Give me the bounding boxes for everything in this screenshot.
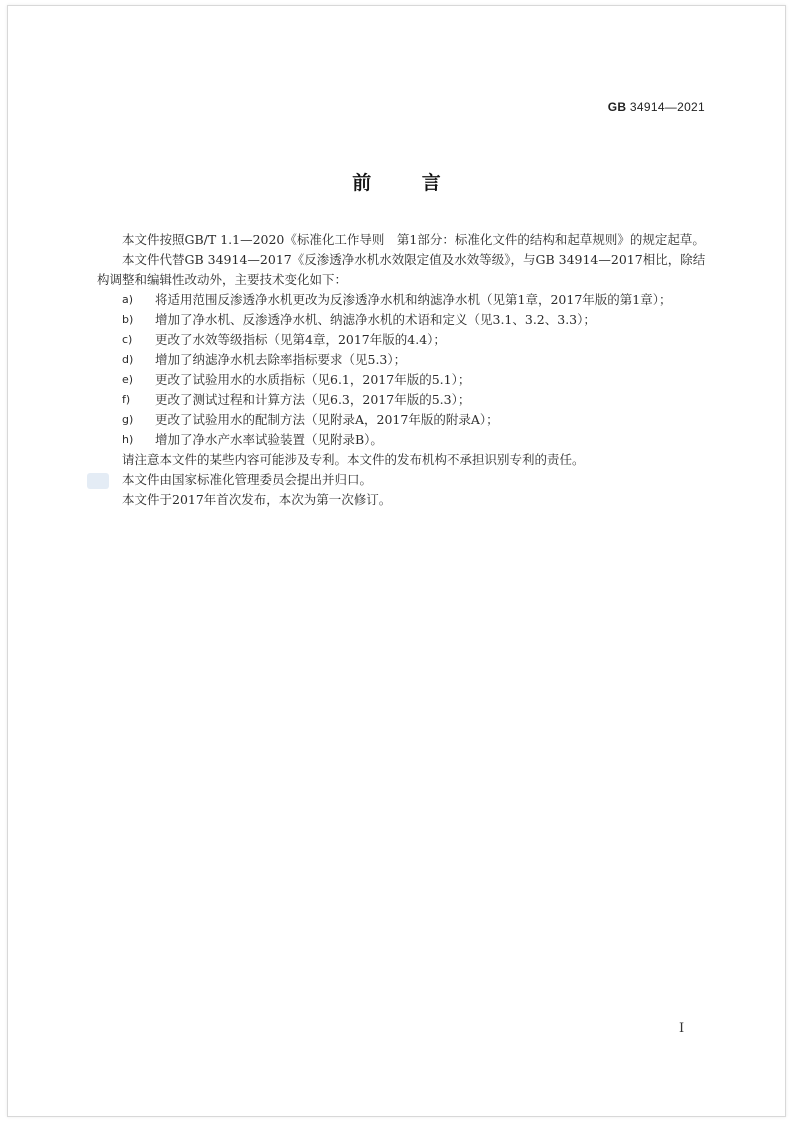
list-item-text: 更改了试验用水的配制方法（见附录A，2017年版的附录A）；	[155, 412, 499, 427]
paragraph-history: 本文件于2017年首次发布，本次为第一次修订。	[122, 492, 392, 507]
list-item-text: 更改了测试过程和计算方法（见6.3，2017年版的5.3）；	[155, 392, 471, 407]
list-item-marker: f)	[122, 393, 131, 406]
list-item	[97, 350, 707, 370]
list-item-text: 将适用范围反渗透净水机更改为反渗透净水机和纳滤净水机（见第1章，2017年版的第1章）；	[155, 292, 672, 307]
list-item-marker: g)	[122, 413, 134, 426]
page-title: 前 言	[352, 172, 463, 194]
list-item	[97, 330, 707, 350]
list-item	[97, 390, 707, 410]
list-item-text: 增加了净水产水率试验装置（见附录B）。	[155, 432, 383, 447]
list-item-marker: b)	[122, 313, 134, 326]
standard-number: 34914—2021	[626, 100, 705, 114]
paragraph-replacement: 本文件代替GB 34914—2017《反渗透净水机水效限定值及水效等级》，与GB 34914—2017相比，除结构调整和编辑性改动外，主要技术变化如下：	[97, 252, 706, 287]
list-item-marker: c)	[122, 333, 133, 346]
paragraph-patent-notice: 请注意本文件的某些内容可能涉及专利。本文件的发布机构不承担识别专利的责任。	[122, 452, 585, 467]
watermark-logo-icon	[87, 473, 109, 489]
page-number: I	[679, 1021, 685, 1036]
list-item-marker: e)	[122, 373, 134, 386]
list-item	[97, 410, 707, 430]
list-item	[97, 310, 707, 330]
list-item-marker: d)	[122, 353, 134, 366]
list-item-marker: h)	[122, 433, 134, 446]
foreword-body	[97, 230, 707, 510]
list-item-text: 更改了水效等级指标（见第4章，2017年版的4.4）；	[155, 332, 446, 347]
standard-prefix: GB	[607, 100, 627, 114]
standard-code	[608, 100, 705, 114]
list-item	[97, 370, 707, 390]
list-item-text: 增加了净水机、反渗透净水机、纳滤净水机的术语和定义（见3.1、3.2、3.3）；	[155, 312, 596, 327]
paragraph-drafting-basis: 本文件按照GB/T 1.1—2020《标准化工作导则 第1部分：标准化文件的结构和起草规则》的规定起草。	[122, 232, 705, 247]
paragraph-proposer: 本文件由国家标准化管理委员会提出并归口。	[122, 472, 373, 487]
list-item	[97, 430, 707, 450]
list-item-text: 增加了纳滤净水机去除率指标要求（见5.3）；	[155, 352, 407, 367]
list-item	[97, 290, 707, 310]
list-item-marker: a)	[122, 293, 134, 306]
list-item-text: 更改了试验用水的水质指标（见6.1，2017年版的5.1）；	[155, 372, 471, 387]
